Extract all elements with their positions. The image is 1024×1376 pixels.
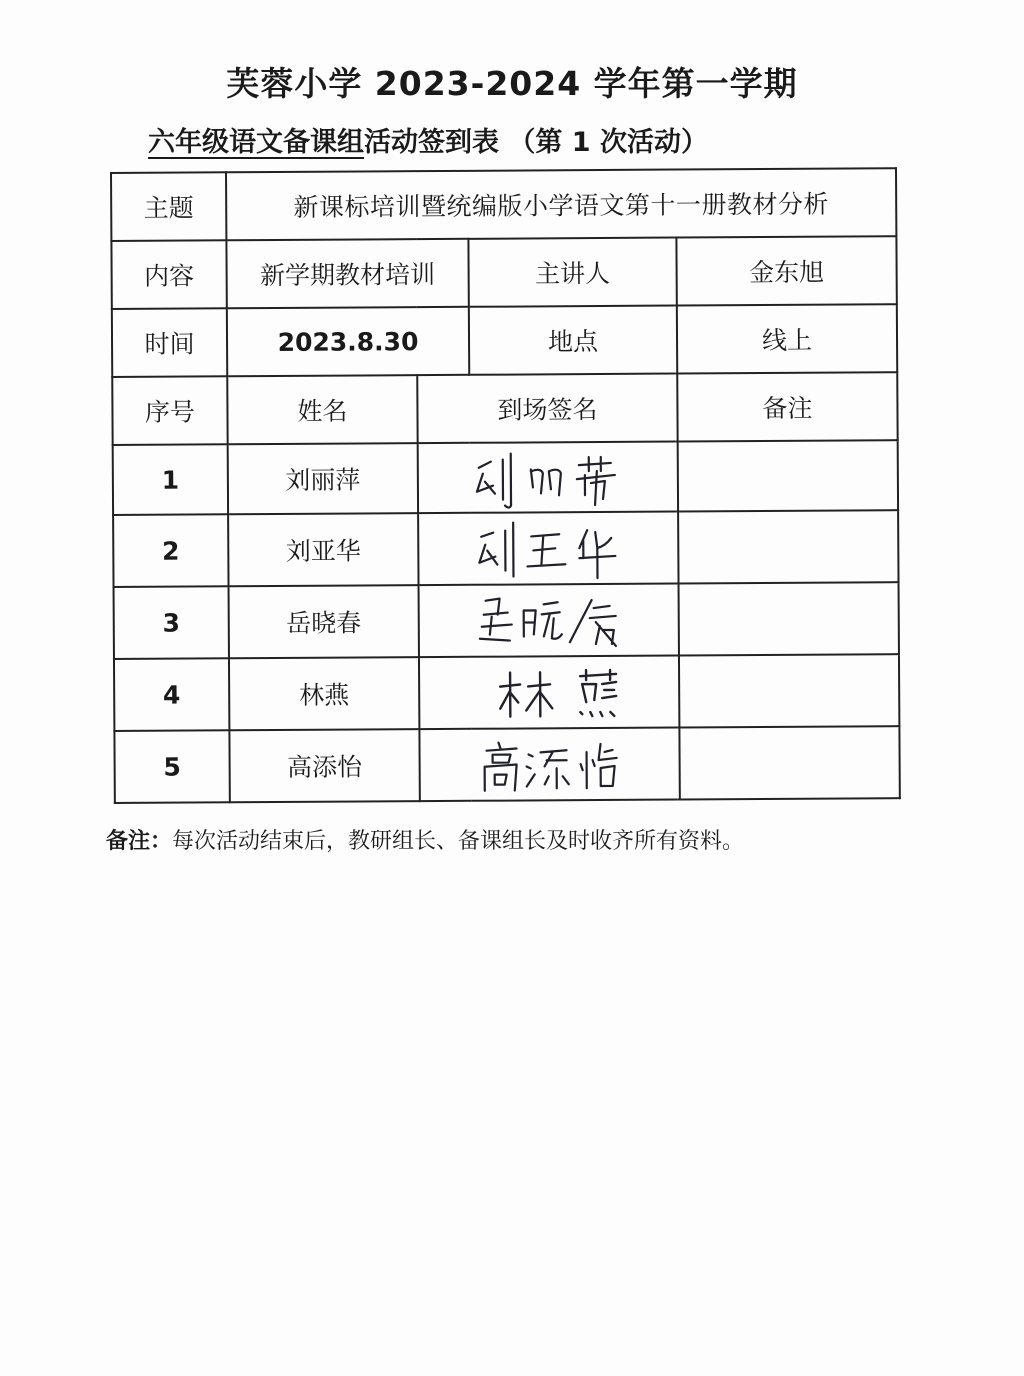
- attendee-row: [113, 510, 898, 587]
- handwritten-signature: [420, 585, 679, 655]
- content-label: 内容: [111, 240, 226, 309]
- handwritten-signature: [420, 729, 679, 799]
- footer-note-label: 备注：: [106, 829, 173, 854]
- attendee-index: 4: [114, 658, 229, 731]
- theme-label: 主题: [111, 172, 226, 241]
- column-header-remark: 备注: [677, 372, 897, 441]
- attendee-remark: [679, 582, 899, 655]
- content-row: [111, 236, 896, 309]
- attendee-signature-cell: [418, 442, 678, 514]
- handwritten-signature: [419, 513, 678, 583]
- attendee-signature-cell: [419, 656, 679, 730]
- theme-value: 新课标培训暨统编版小学语文第十一册教材分析: [226, 168, 896, 240]
- column-header-name: 姓名: [227, 375, 417, 444]
- place-label: 地点: [469, 306, 677, 375]
- attendee-index: 1: [113, 444, 228, 515]
- attendee-name: 岳晓春: [229, 585, 419, 658]
- theme-row: [111, 168, 896, 241]
- document-title: 芙蓉小学 2023-2024 学年第一学期: [226, 64, 798, 103]
- column-header-index: 序号: [112, 376, 227, 445]
- attendee-remark: [678, 510, 898, 583]
- attendee-index: 3: [114, 586, 229, 659]
- time-row: [112, 304, 897, 377]
- time-label: 时间: [112, 308, 227, 377]
- attendee-index: 5: [114, 730, 229, 803]
- attendee-remark: [679, 726, 899, 799]
- time-value: 2023.8.30: [227, 307, 469, 376]
- footer-note-text: 每次活动结束后，教研组长、备课组长及时收齐所有资料。: [172, 829, 745, 854]
- sign-in-table: [110, 167, 901, 804]
- subtitle-rest: 活动签到表 （第 1 次活动）: [364, 127, 708, 158]
- speaker-label: 主讲人: [468, 238, 676, 307]
- attendee-row: [114, 654, 899, 731]
- place-value: 线上: [677, 304, 897, 373]
- column-header-row: [112, 372, 897, 445]
- attendee-remark: [678, 440, 898, 511]
- speaker-value: 金东旭: [676, 236, 896, 305]
- attendee-row: [113, 440, 898, 515]
- attendee-signature-cell: [419, 584, 679, 658]
- attendee-name: 林燕: [229, 657, 419, 730]
- attendee-name: 刘亚华: [228, 513, 418, 586]
- document-subtitle: [148, 120, 708, 159]
- attendee-row: [114, 726, 899, 803]
- attendee-signature-cell: [418, 512, 678, 586]
- attendee-name: 高添怡: [229, 729, 419, 802]
- handwritten-signature: [420, 657, 679, 727]
- column-header-signature: 到场签名: [417, 374, 677, 444]
- attendee-name: 刘丽萍: [228, 443, 418, 514]
- attendee-index: 2: [113, 514, 228, 587]
- footer-note: [106, 824, 744, 855]
- attendee-signature-cell: [419, 728, 679, 802]
- attendee-row: [114, 582, 899, 659]
- handwritten-signature: [419, 442, 678, 512]
- sign-in-sheet: [110, 167, 899, 808]
- attendee-remark: [679, 654, 899, 727]
- group-name: 六年级语文备课组: [148, 127, 364, 158]
- content-value: 新学期教材培训: [226, 239, 468, 308]
